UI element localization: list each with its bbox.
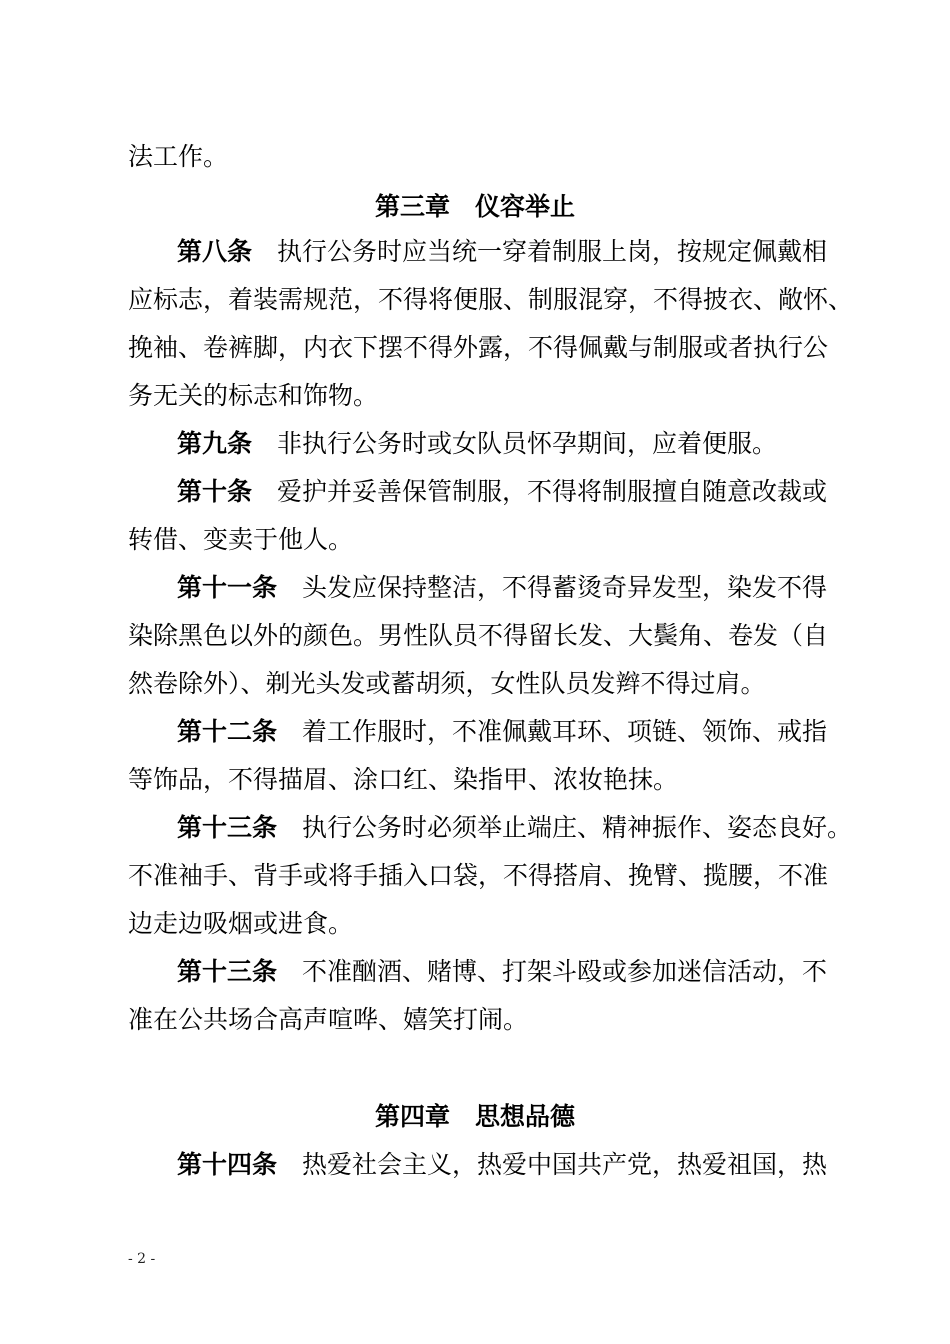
article-11-text-2: 染除黑色以外的颜色。男性队员不得留长发、大鬓角、卷发（自 xyxy=(128,621,829,650)
article-8-text-3: 挽袖、卷裤脚，内衣下摆不得外露，不得佩戴与制服或者执行公 xyxy=(128,333,829,362)
article-8-text-1: 执行公务时应当统一穿着制服上岗，按规定佩戴相 xyxy=(277,237,828,266)
article-13b-text-2: 准在公共场合高声喧哗、嬉笑打闹。 xyxy=(128,1005,529,1034)
article-14-number: 第十四条 xyxy=(177,1150,278,1179)
article-13b-text-1: 不准酗酒、赌博、打架斗殴或参加迷信活动，不 xyxy=(302,957,828,986)
article-12-text-1: 着工作服时，不准佩戴耳环、项链、领饰、戒指 xyxy=(302,717,828,746)
article-13a-number: 第十三条 xyxy=(177,813,278,842)
page-number: - 2 - xyxy=(128,1251,156,1267)
article-10-text-1: 爱护并妥善保管制服，不得将制服擅自随意改裁或 xyxy=(277,477,828,506)
article-14-text-1: 热爱社会主义，热爱中国共产党，热爱祖国，热 xyxy=(302,1150,828,1179)
continuation-text: 法工作。 xyxy=(128,142,229,171)
article-9-first-line xyxy=(177,429,877,459)
article-13a-first-line xyxy=(177,813,877,843)
article-13b-number: 第十三条 xyxy=(177,957,278,986)
article-12-first-line xyxy=(177,717,877,747)
article-11-text-1: 头发应保持整洁，不得蓄烫奇异发型，染发不得 xyxy=(302,573,828,602)
article-13b-first-line xyxy=(177,957,877,987)
article-11-text-3: 然卷除外）、剃光头发或蓄胡须，女性队员发辫不得过肩。 xyxy=(128,669,766,698)
article-11-number: 第十一条 xyxy=(177,573,278,602)
article-13a-text-3: 边走边吸烟或进食。 xyxy=(128,909,354,938)
article-9-text-1: 非执行公务时或女队员怀孕期间，应着便服。 xyxy=(277,429,778,458)
article-8-text-2: 应标志，着装需规范，不得将便服、制服混穿，不得披衣、敞怀、 xyxy=(128,285,854,314)
article-8-first-line xyxy=(177,237,877,267)
article-10-first-line xyxy=(177,477,877,507)
article-10-number: 第十条 xyxy=(177,477,253,506)
article-13a-text-1: 执行公务时必须举止端庄、精神振作、姿态良好。 xyxy=(302,813,853,842)
article-8-text-4: 务无关的标志和饰物。 xyxy=(128,381,379,410)
article-13a-text-2: 不准袖手、背手或将手插入口袋，不得搭肩、挽臂、揽腰，不准 xyxy=(128,861,829,890)
chapter-four-heading: 第四章 思想品德 xyxy=(374,1102,575,1131)
article-10-text-2: 转借、变卖于他人。 xyxy=(128,525,354,554)
article-11-first-line xyxy=(177,573,877,603)
article-12-text-2: 等饰品，不得描眉、涂口红、染指甲、浓妆艳抹。 xyxy=(128,765,679,794)
article-12-number: 第十二条 xyxy=(177,717,278,746)
article-9-number: 第九条 xyxy=(177,429,253,458)
chapter-three-heading: 第三章 仪容举止 xyxy=(374,192,575,221)
article-14-first-line xyxy=(177,1150,877,1180)
article-8-number: 第八条 xyxy=(177,237,253,266)
